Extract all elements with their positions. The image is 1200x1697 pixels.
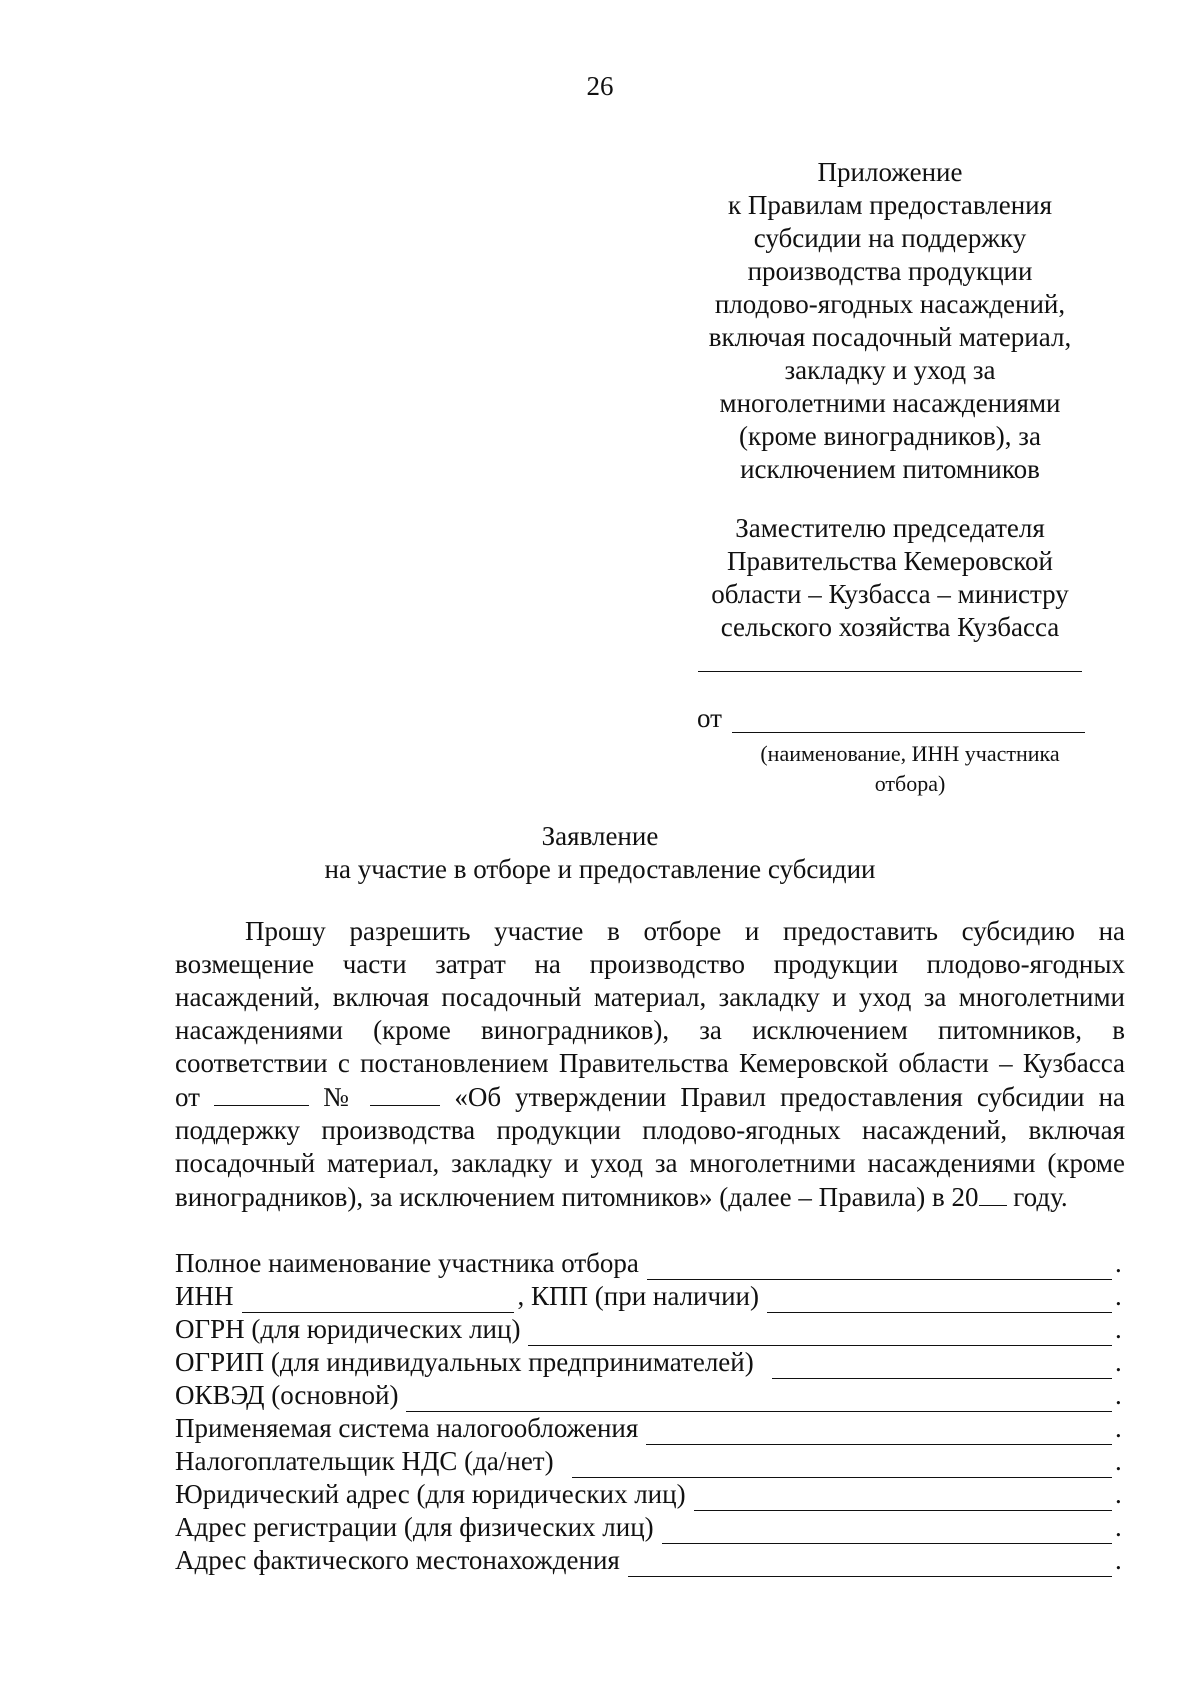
field-row-okved: [175, 1379, 1125, 1412]
appendix-line: многолетними насаждениями: [719, 388, 1061, 418]
appendix-line: Приложение: [817, 157, 963, 187]
from-applicant-blank[interactable]: [732, 732, 1085, 733]
field-row-vat: [175, 1445, 1125, 1478]
from-hint: [720, 739, 1100, 799]
field-row-ogrip: [175, 1346, 1125, 1379]
title-line-2: на участие в отборе и предоставление субсидии: [324, 854, 876, 884]
field-label: Адрес фактического местонахождения: [175, 1545, 620, 1575]
ogrn-blank[interactable]: [528, 1319, 1112, 1346]
field-label: ОКВЭД (основной): [175, 1380, 399, 1410]
legal-address-blank[interactable]: [694, 1484, 1112, 1511]
request-paragraph: [175, 915, 1125, 1214]
kpp-blank[interactable]: [767, 1286, 1112, 1313]
addressee-name-blank[interactable]: [698, 671, 1082, 672]
okved-blank[interactable]: [406, 1385, 1112, 1412]
appendix-line: плодово-ягодных насаждений,: [714, 289, 1066, 319]
resolution-number-blank[interactable]: [370, 1080, 440, 1106]
field-label: ОГРН (для юридических лиц): [175, 1314, 521, 1344]
field-period: .: [1115, 1347, 1122, 1377]
appendix-line: закладку и уход за: [784, 355, 996, 385]
actual-address-blank[interactable]: [628, 1550, 1112, 1577]
full-name-blank[interactable]: [647, 1253, 1112, 1280]
title-line-1: Заявление: [541, 821, 659, 851]
from-row: [697, 702, 1087, 735]
field-period: .: [1115, 1545, 1122, 1575]
appendix-line: производства продукции: [747, 256, 1033, 286]
tax-system-blank[interactable]: [646, 1418, 1112, 1445]
field-period: .: [1115, 1248, 1122, 1278]
number-sign: №: [323, 1082, 357, 1112]
addressee-line: области – Кузбасса – министру: [711, 579, 1069, 609]
field-period: .: [1115, 1446, 1122, 1476]
field-label: Полное наименование участника отбора: [175, 1248, 639, 1278]
field-label: Налогоплательщик НДС (да/нет): [175, 1446, 554, 1476]
field-period: .: [1115, 1281, 1122, 1311]
field-row-inn-kpp: [175, 1280, 1125, 1313]
addressee-line: Заместителю председателя: [735, 513, 1045, 543]
field-label: Применяемая система налогообложения: [175, 1413, 639, 1443]
field-label: ОГРИП (для индивидуальных предпринимателей): [175, 1347, 754, 1377]
inn-blank[interactable]: [242, 1286, 514, 1313]
appendix-line: (кроме виноградников), за: [739, 421, 1041, 451]
from-label: от: [697, 703, 722, 733]
field-row-reg-address: [175, 1511, 1125, 1544]
paragraph-text-3: году.: [1013, 1182, 1068, 1212]
field-label: Адрес регистрации (для физических лиц): [175, 1512, 654, 1542]
addressee-line: сельского хозяйства Кузбасса: [720, 612, 1060, 642]
addressee-block: [680, 512, 1100, 644]
paragraph-text-1: Прошу разрешить участие в отборе и предоставить субсидию на возмещение части затрат на производство продукции плодово-ягодных насаждений, включая посадочный материал, закладку и уход за многолетними насаждениями (кроме виноградников), за исключением питомников, в соответствии с постановлением Правительства Кемеровской области – Кузбасса от: [175, 916, 1125, 1112]
ogrip-blank[interactable]: [772, 1352, 1112, 1379]
from-hint-line: (наименование, ИНН участника: [760, 741, 1060, 766]
appendix-line: субсидии на поддержку: [753, 223, 1027, 253]
field-label: ИНН: [175, 1281, 234, 1311]
applicant-fields: [175, 1247, 1125, 1577]
field-label: , КПП (при наличии): [517, 1281, 759, 1311]
from-hint-line: отбора): [874, 771, 946, 796]
field-period: .: [1115, 1413, 1122, 1443]
vat-blank[interactable]: [572, 1451, 1112, 1478]
field-period: .: [1115, 1512, 1122, 1542]
field-row-tax-system: [175, 1412, 1125, 1445]
field-label: Юридический адрес (для юридических лиц): [175, 1479, 686, 1509]
field-row-actual-address: [175, 1544, 1125, 1577]
appendix-line: к Правилам предоставления: [727, 190, 1053, 220]
field-row-ogrn: [175, 1313, 1125, 1346]
field-period: .: [1115, 1479, 1122, 1509]
field-row-legal-address: [175, 1478, 1125, 1511]
resolution-date-blank[interactable]: [214, 1080, 309, 1106]
year-blank[interactable]: [979, 1180, 1007, 1206]
reg-address-blank[interactable]: [662, 1517, 1112, 1544]
appendix-line: включая посадочный материал,: [708, 322, 1072, 352]
addressee-line: Правительства Кемеровской: [727, 546, 1053, 576]
field-period: .: [1115, 1380, 1122, 1410]
appendix-block: [680, 156, 1100, 486]
paragraph-text-2: «Об утверждении Правил предоставления субсидии на поддержку производства продукции плодово-ягодных насаждений, включая посадочный материал, закладку и уход за многолетними насаждениями (кроме виноградников), за исключением питомников» (далее – Правила) в 20: [175, 1082, 1125, 1212]
page-number: 26: [586, 71, 614, 101]
document-title: [0, 820, 1200, 886]
field-period: .: [1115, 1314, 1122, 1344]
field-row-full-name: [175, 1247, 1125, 1280]
appendix-line: исключением питомников: [740, 454, 1040, 484]
